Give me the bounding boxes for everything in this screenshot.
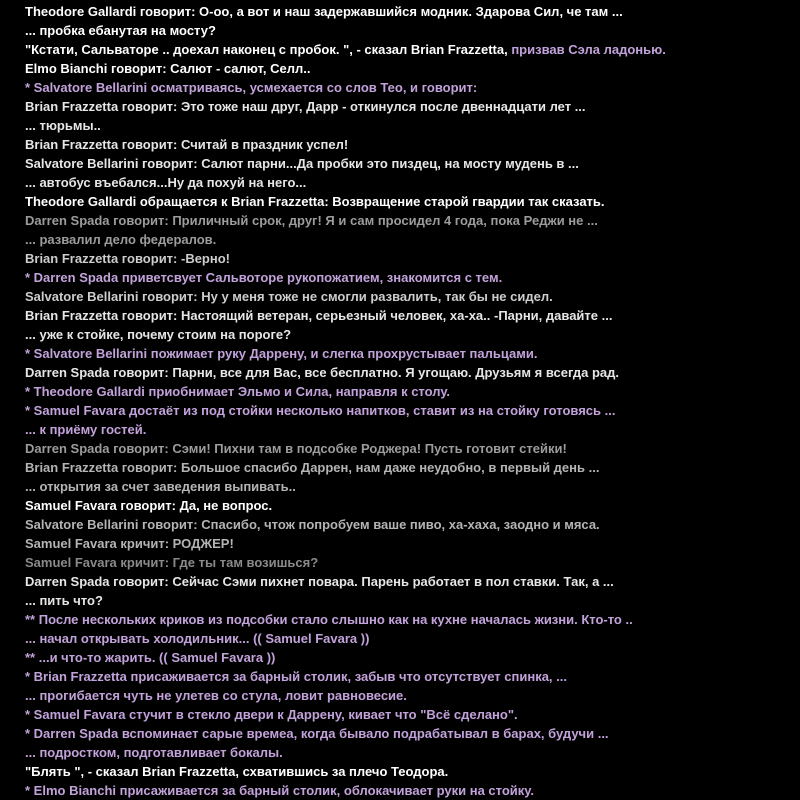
chat-line: Brian Frazzetta говорит: -Верно! [25,251,230,266]
chat-line: * Darren Spada вспоминает сарые времеа, когда бывало подрабатывал в барах, будучи ... [25,726,609,741]
chat-line: Theodore Gallardi говорит: О-оо, а вот и наш задержавшийся модник. Здарова Сил, че там ... [25,4,623,19]
chat-line: Samuel Favara кричит: Где ты там возишься? [25,555,319,570]
chat-line: * Salvatore Bellarini осматриваясь, усмехается со слов Тео, и говорит: [25,80,478,95]
chat-line: Samuel Favara кричит: РОДЖЕР! [25,536,234,551]
chat-line: ** После нескольких криков из подсобки стало слышно как на кухне началась жизни. Кто-то .. [25,612,633,627]
chat-line: * Brian Frazzetta присаживается за барный столик, забыв что отсутствует спинка, ... [25,669,567,684]
chat-line: ... пить что? [25,593,103,608]
chat-line: "Блять ", - сказал Brian Frazzetta, схватившись за плечо Теодора. [25,764,449,779]
chat-line: ... прогибается чуть не улетев со стула, ловит равновесие. [25,688,407,703]
chat-line: Darren Spada говорит: Приличный срок, друг! Я и сам просидел 4 года, пока Реджи не ... [25,213,598,228]
chat-line: ... развалил дело федералов. [25,232,217,247]
chat-line: * Theodore Gallardi приобнимает Эльмо и Сила, направля к столу. [25,384,451,399]
chat-line: Salvatore Bellarini говорит: Спасибо, чтож попробуем ваше пиво, ха-хаха, заодно и мяса. [25,517,600,532]
chat-line-action: призвав Сэла ладонью. [507,42,666,57]
chat-line: ... к приёму гостей. [25,422,147,437]
chat-line: Elmo Bianchi говорит: Салют - салют, Селл.. [25,61,311,76]
chat-line: ... начал открывать холодильник... (( Samuel Favara )) [25,631,370,646]
chat-line: * Darren Spada приветсвует Сальвоторе рукопожатием, знакомится с тем. [25,270,503,285]
chat-line: ... пробка ебанутая на мосту? [25,23,216,38]
chat-line: Brian Frazzetta говорит: Считай в праздник успел! [25,137,349,152]
chat-line [0,40,800,59]
chat-line: * Elmo Bianchi присаживается за барный столик, облокачивает руки на стойку. [25,783,534,798]
chat-line-speech: "Кстати, Сальваторе .. доехал наконец с пробок. ", - сказал Brian Frazzetta, [25,42,508,57]
chat-line: * Samuel Favara достаёт из под стойки несколько напитков, ставит из на стойку готовясь ... [25,403,616,418]
chat-line: Salvatore Bellarini говорит: Салют парни...Да пробки это пиздец, на мосту мудень в ... [25,156,579,171]
chat-line: Darren Spada говорит: Сейчас Сэми пихнет повара. Парень работает в пол ставки. Так, а ... [25,574,614,589]
chat-line: Theodore Gallardi обращается к Brian Frazzetta: Возвращение старой гвардии так сказать. [25,194,605,209]
chat-line: ... открытия за счет заведения выпивать.. [25,479,296,494]
chat-line: Samuel Favara говорит: Да, не вопрос. [25,498,273,513]
chat-line: ... подростком, подготавливает бокалы. [25,745,283,760]
chat-line: ... автобус въебался...Ну да похуй на него... [25,175,307,190]
chat-line: Salvatore Bellarini говорит: Ну у меня тоже не смогли развалить, так бы не сидел. [25,289,553,304]
chat-line: * Samuel Favara стучит в стекло двери к Даррену, кивает что "Всё сделано". [25,707,518,722]
chat-line: Brian Frazzetta говорит: Это тоже наш друг, Дарр - откинулся после двеннадцати лет ... [25,99,586,114]
chat-line: Brian Frazzetta говорит: Настоящий ветеран, серьезный человек, ха-ха.. -Парни, давайте ... [25,308,613,323]
chat-line: Brian Frazzetta говорит: Большое спасибо Даррен, нам даже неудобно, в первый день ... [25,460,600,475]
chat-line: Darren Spada говорит: Сэми! Пихни там в подсобке Роджера! Пусть готовит стейки! [25,441,567,456]
chat-line: ... уже к стойке, почему стоим на пороге? [25,327,292,342]
chat-line: ... тюрьмы.. [25,118,101,133]
chat-log [0,2,800,800]
chat-line: ** ...и что-то жарить. (( Samuel Favara )) [25,650,276,665]
chat-line: Darren Spada говорит: Парни, все для Вас, все бесплатно. Я угощаю. Друзьям я всегда рад. [25,365,619,380]
chat-line: * Salvatore Bellarini пожимает руку Даррену, и слегка прохрустывает пальцами. [25,346,538,361]
